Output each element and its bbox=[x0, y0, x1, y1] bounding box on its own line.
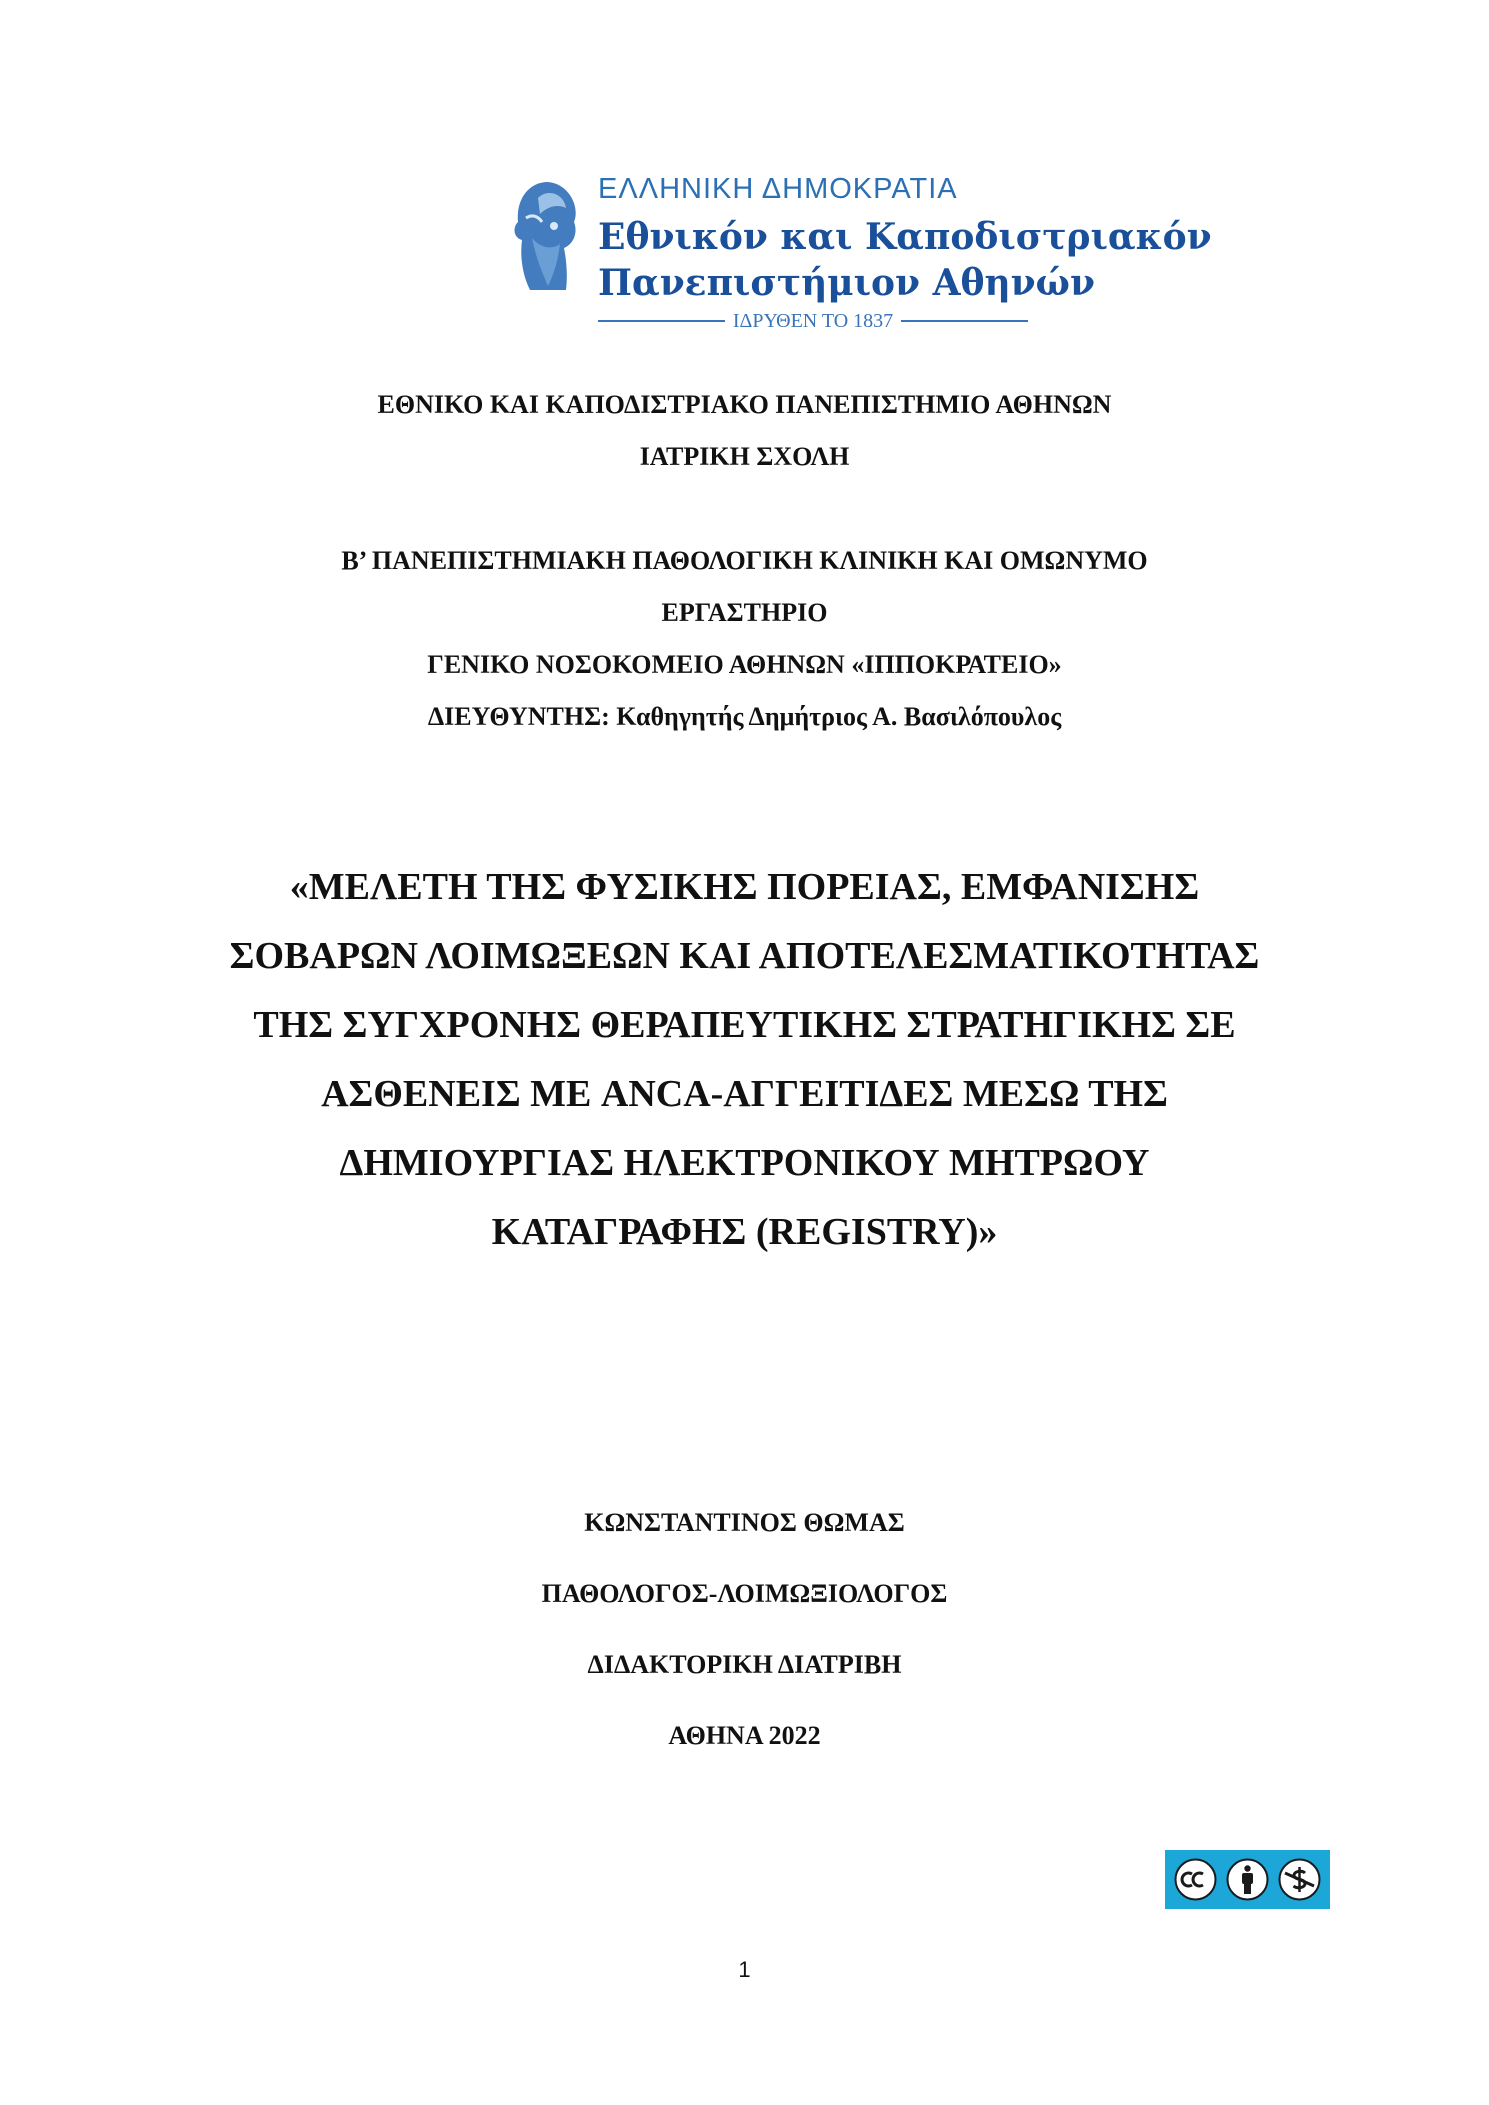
title-line: ΑΣΘΕΝΕΙΣ ΜΕ ANCA-ΑΓΓΕΙΤΙΔΕΣ ΜΕΣΩ ΤΗΣ bbox=[321, 1073, 1168, 1115]
creative-commons-badge bbox=[1165, 1850, 1330, 1909]
logo-text bbox=[598, 172, 1212, 306]
title-line: ΚΑΤΑΓΡΑΦΗΣ (REGISTRY)» bbox=[491, 1211, 998, 1253]
clinic-line-2: ΕΡΓΑΣΤΗΡΙΟ bbox=[661, 598, 828, 627]
thesis-title bbox=[0, 853, 1489, 1267]
title-line: «ΜΕΛΕΤΗ ΤΗΣ ΦΥΣΙΚΗΣ ΠΟΡΕΙΑΣ, ΕΜΦΑΝΙΣΗΣ bbox=[289, 866, 1200, 908]
cc-icon bbox=[1173, 1857, 1218, 1902]
university-logo bbox=[508, 172, 1212, 340]
title-line: ΔΗΜΙΟΥΡΓΙΑΣ ΗΛΕΚΤΡΟΝΙΚΟΥ ΜΗΤΡΩΟΥ bbox=[339, 1142, 1150, 1184]
attribution-icon bbox=[1225, 1857, 1270, 1902]
logo-founded-text: ΙΔΡΥΘΕΝ ΤΟ 1837 bbox=[732, 309, 894, 332]
logo-republic: ΕΛΛΗΝΙΚΗ ΔΗΜΟΚΡΑΤΙΑ bbox=[598, 173, 958, 205]
author-name: ΚΩΝΣΤΑΝΤΙΝΟΣ ΘΩΜΑΣ bbox=[584, 1508, 905, 1537]
logo-founded bbox=[598, 308, 1028, 334]
logo-rule-right bbox=[901, 320, 1028, 322]
title-line: ΣΟΒΑΡΩΝ ΛΟΙΜΩΞΕΩΝ ΚΑΙ ΑΠΟΤΕΛΕΣΜΑΤΙΚΟΤΗΤΑΣ bbox=[229, 935, 1260, 977]
place-year: ΑΘΗΝΑ 2022 bbox=[668, 1721, 821, 1750]
logo-university-line1: Εθνικόν και Καποδιστριακόν bbox=[598, 216, 1212, 258]
title-line: ΤΗΣ ΣΥΓΧΡΟΝΗΣ ΘΕΡΑΠΕΥΤΙΚΗΣ ΣΤΡΑΤΗΓΙΚΗΣ ΣΕ bbox=[253, 1004, 1236, 1046]
author-block bbox=[0, 1487, 1489, 1771]
noncommercial-icon bbox=[1277, 1857, 1322, 1902]
page-number: 1 bbox=[738, 1957, 751, 1982]
clinic-block bbox=[0, 535, 1489, 743]
logo-rule-left bbox=[598, 320, 725, 322]
school-name: ΙΑΤΡΙΚΗ ΣΧΟΛΗ bbox=[639, 442, 850, 471]
university-name: ΕΘΝΙΚΟ ΚΑΙ ΚΑΠΟΔΙΣΤΡΙΑΚΟ ΠΑΝΕΠΙΣΤΗΜΙΟ ΑΘΗΝΩΝ bbox=[377, 390, 1112, 419]
university-header bbox=[0, 379, 1489, 483]
hospital-name: ΓΕΝΙΚΟ ΝΟΣΟΚΟΜΕΙΟ ΑΘΗΝΩΝ «ΙΠΠΟΚΡΑΤΕΙΟ» bbox=[427, 650, 1062, 679]
author-specialty: ΠΑΘΟΛΟΓΟΣ-ΛΟΙΜΩΞΙΟΛΟΓΟΣ bbox=[541, 1579, 948, 1608]
director-line: ΔΙΕΥΘΥΝΤΗΣ: Καθηγητής Δημήτριος Α. Βασιλόπουλος bbox=[427, 702, 1062, 731]
document-type: ΔΙΔΑΚΤΟΡΙΚΗ ΔΙΑΤΡΙΒΗ bbox=[587, 1650, 902, 1679]
logo-university-line2: Πανεπιστήμιον Αθηνών bbox=[598, 262, 1095, 304]
athena-emblem-icon bbox=[508, 178, 588, 298]
clinic-line-1: Β’ ΠΑΝΕΠΙΣΤΗΜΙΑΚΗ ΠΑΘΟΛΟΓΙΚΗ ΚΛΙΝΙΚΗ ΚΑΙ ΟΜΩΝΥΜΟ bbox=[341, 546, 1148, 575]
